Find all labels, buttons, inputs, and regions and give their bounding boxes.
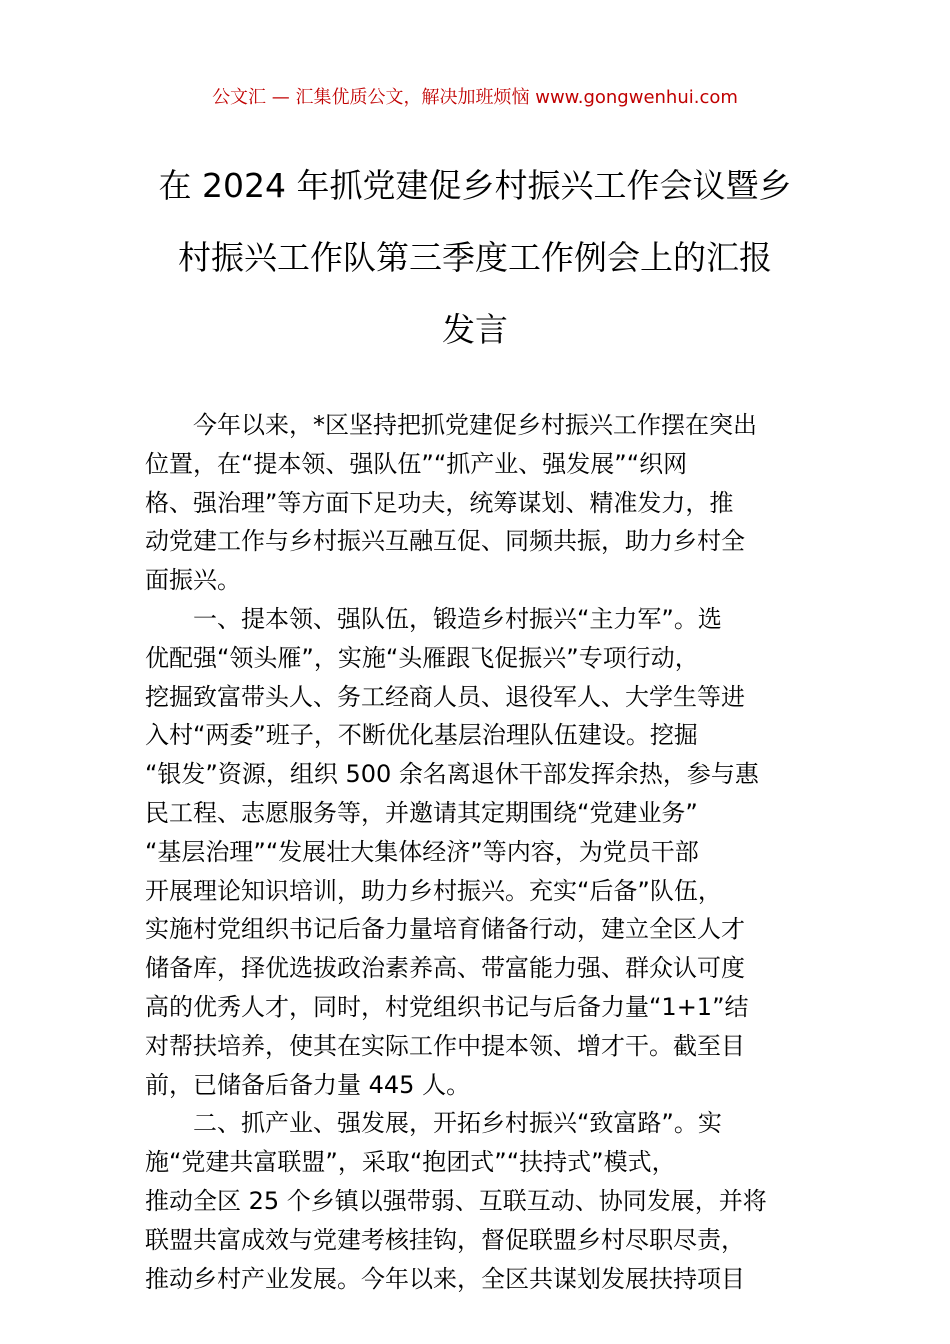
body-line: 高的优秀人才，同时，村党组织书记与后备力量“1+1”结 bbox=[145, 992, 749, 1021]
body-line: 开展理论知识培训，助力乡村振兴。充实“后备”队伍， bbox=[145, 876, 722, 905]
body-line: 对帮扶培养，使其在实际工作中提本领、增才干。截至目 bbox=[145, 1031, 745, 1060]
title-line: 发言 bbox=[442, 310, 508, 349]
body-line: 今年以来，*区坚持把抓党建促乡村振兴工作摆在突出 bbox=[145, 411, 757, 439]
body-line: 动党建工作与乡村振兴互融互促、同频共振，助力乡村全 bbox=[145, 527, 745, 556]
body-line: 实施村党组织书记后备力量培育储备行动，建立全区人才 bbox=[145, 915, 745, 944]
body-line: 一、提本领、强队伍，锻造乡村振兴“主力军”。选 bbox=[145, 604, 722, 633]
body-line: 联盟共富成效与党建考核挂钩，督促联盟乡村尽职尽责， bbox=[145, 1225, 745, 1254]
body-line: 储备库，择优选拔政治素养高、带富能力强、群众认可度 bbox=[145, 954, 745, 983]
body-line: 位置，在“提本领、强队伍”“抓产业、强发展”“织网 bbox=[145, 449, 688, 478]
title-line: 在 2024 年抓党建促乡村振兴工作会议暨乡 bbox=[158, 166, 792, 205]
document-title bbox=[120, 150, 830, 366]
body-line: 优配强“领头雁”，实施“头雁跟飞促振兴”专项行动， bbox=[145, 643, 699, 672]
body-line: 二、抓产业、强发展，开拓乡村振兴“致富路”。实 bbox=[145, 1109, 722, 1138]
body-line: 挖掘致富带头人、务工经商人员、退役军人、大学生等进 bbox=[145, 682, 745, 711]
body-line: 民工程、志愿服务等，并邀请其定期围绕“党建业务” bbox=[145, 798, 698, 827]
body-line: “基层治理”“发展壮大集体经济”等内容，为党员干部 bbox=[145, 837, 699, 866]
site-header-banner: 公文汇 — 汇集优质公文，解决加班烦恼 www.gongwenhui.com bbox=[212, 87, 738, 108]
body-line: 推动全区 25 个乡镇以强带弱、互联互动、协同发展，并将 bbox=[145, 1186, 767, 1215]
body-line: 面振兴。 bbox=[145, 566, 241, 595]
document-body bbox=[145, 406, 810, 1298]
body-line: 格、强治理”等方面下足功夫，统筹谋划、精准发力，推 bbox=[145, 488, 734, 517]
body-line: “银发”资源，组织 500 余名离退休干部发挥余热，参与惠 bbox=[145, 760, 759, 789]
body-line: 前，已储备后备力量 445 人。 bbox=[145, 1070, 471, 1099]
body-line: 入村“两委”班子，不断优化基层治理队伍建设。挖掘 bbox=[145, 721, 698, 750]
body-line: 推动乡村产业发展。今年以来，全区共谋划发展扶持项目 bbox=[145, 1264, 745, 1293]
title-line: 村振兴工作队第三季度工作例会上的汇报 bbox=[178, 238, 772, 277]
body-line: 施“党建共富联盟”，采取“抱团式”“扶持式”模式， bbox=[145, 1148, 676, 1177]
